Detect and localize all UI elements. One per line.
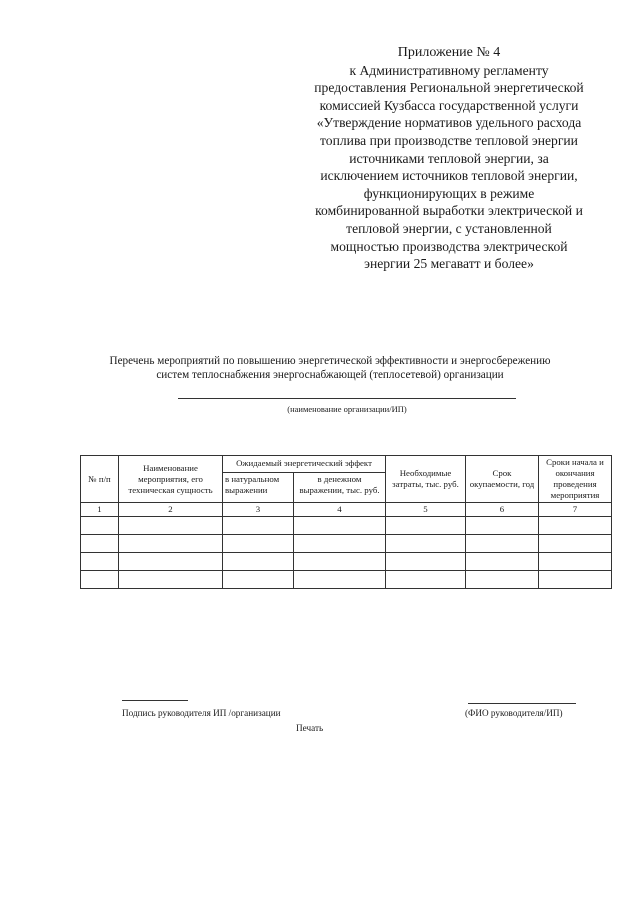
appendix-line: тепловой энергии, с установленной [346,220,552,236]
header-expected-effect: Ожидаемый энергетический эффект [223,456,386,473]
header-number: № п/п [81,456,119,503]
column-number-cell: 7 [539,503,612,517]
table-cell[interactable] [223,553,294,571]
table-cell[interactable] [466,517,539,535]
column-number-cell: 5 [386,503,466,517]
appendix-line: источниками тепловой энергии, за [349,150,549,166]
table-cell[interactable] [294,535,386,553]
appendix-line: топлива при производстве тепловой энергии [320,132,578,148]
table-cell[interactable] [223,517,294,535]
appendix-line: исключением источников тепловой энергии, [320,168,578,184]
table-cell[interactable] [466,571,539,589]
appendix-header [296,44,602,273]
appendix-line: мощностью производства электрической [330,238,568,254]
signature-caption: Подпись руководителя ИП /организации [122,708,281,718]
table-row [81,517,612,535]
table-cell[interactable] [81,571,119,589]
signature-line [122,700,188,701]
column-number-cell: 1 [81,503,119,517]
table-cell[interactable] [539,535,612,553]
table-cell[interactable] [386,535,466,553]
header-dates: Сроки начала и окончания проведения мероприятия [539,456,612,503]
measures-table [80,455,612,589]
table-cell[interactable] [386,571,466,589]
column-number-cell: 3 [223,503,294,517]
list-title-line: систем теплоснабжения энергоснабжающей (теплосетевой) организации [156,369,504,381]
appendix-line: предоставления Региональной энергетической [314,80,584,96]
appendix-line: Приложение № 4 [397,45,501,60]
header-measure-name: Наименование мероприятия, его техническая сущность [119,456,223,503]
table-cell[interactable] [81,517,119,535]
table-cell[interactable] [466,535,539,553]
table-cell[interactable] [386,553,466,571]
column-number-cell: 4 [294,503,386,517]
appendix-line: энергии 25 мегаватт и более» [364,256,534,272]
table-row [81,553,612,571]
table-cell[interactable] [294,553,386,571]
column-number-cell: 6 [466,503,539,517]
table-cell[interactable] [223,535,294,553]
table-cell[interactable] [223,571,294,589]
header-effect-natural: в натуральном выражении [223,472,294,502]
appendix-line: функционирующих в режиме [363,185,535,201]
list-title-line: Перечень мероприятий по повышению энергетической эффективности и энергосбережению [109,355,551,367]
organization-name-caption: (наименование организации/ИП) [287,404,407,414]
table-cell[interactable] [119,571,223,589]
appendix-line: к Административному регламенту [349,62,549,78]
table-row [81,571,612,589]
table-cell[interactable] [81,535,119,553]
table-cell[interactable] [294,571,386,589]
table-row [81,535,612,553]
organization-name-line [178,398,516,399]
header-costs: Необходимые затраты, тыс. руб. [386,456,466,503]
table-cell[interactable] [81,553,119,571]
table-cell[interactable] [294,517,386,535]
table-cell[interactable] [386,517,466,535]
appendix-line: комиссией Кузбасса государственной услуги [319,97,579,113]
table-cell[interactable] [466,553,539,571]
appendix-line: комбинированной выработки электрической и [315,203,583,219]
header-effect-money: в денежном выражении, тыс. руб. [294,472,386,502]
table-cell[interactable] [539,571,612,589]
table-cell[interactable] [539,517,612,535]
full-name-line [468,703,576,704]
list-title [40,354,620,382]
table-cell[interactable] [539,553,612,571]
column-number-cell: 2 [119,503,223,517]
appendix-line: «Утверждение нормативов удельного расхода [316,115,582,131]
table-cell[interactable] [119,517,223,535]
stamp-label: Печать [296,723,324,733]
header-payback: Срок окупаемости, год [466,456,539,503]
table-cell[interactable] [119,553,223,571]
full-name-caption: (ФИО руководителя/ИП) [465,708,563,718]
table-cell[interactable] [119,535,223,553]
